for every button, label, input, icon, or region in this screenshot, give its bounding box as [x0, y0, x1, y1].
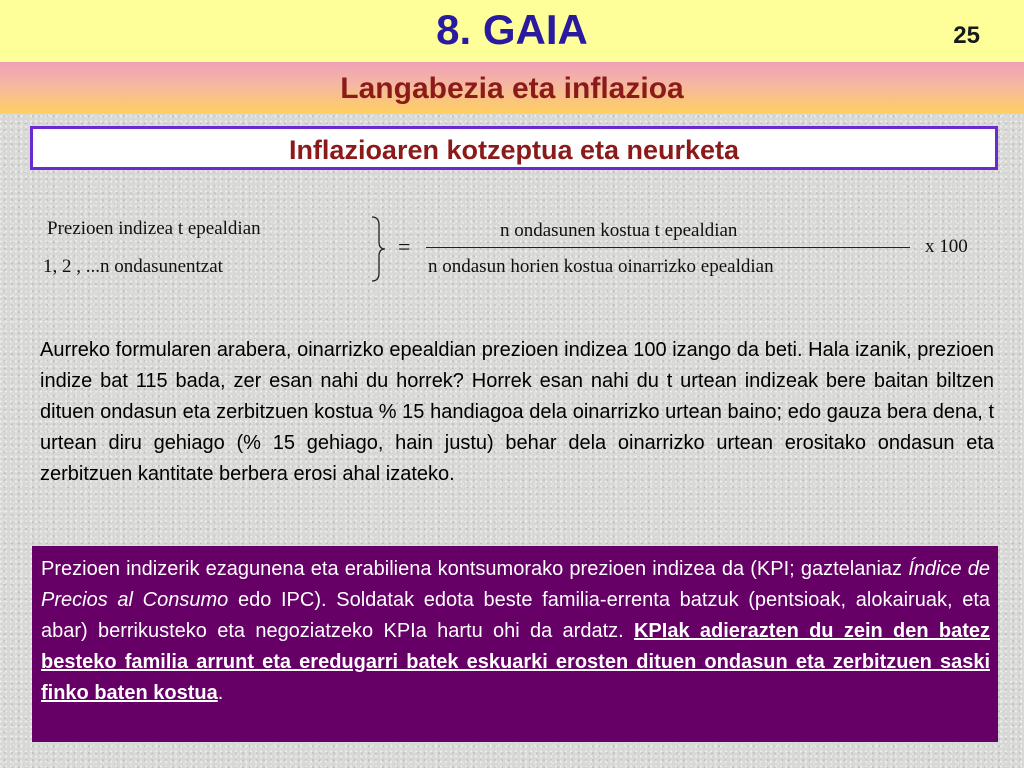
formula-left-line2: 1, 2 , ...n ondasunentzat: [43, 256, 223, 277]
page-title: 8. GAIA: [436, 6, 588, 53]
price-index-formula: [0, 200, 1024, 290]
kpi-definition-emphasis: KPIak adierazten du zein den batez besteko familia arrunt eta eredugarri batek eskuarki erosten dituen ondasun eta zerbitzuen saski finko baten kostua: [41, 620, 990, 704]
kpi-text: [41, 554, 990, 709]
formula-multiplier: x 100: [925, 236, 968, 257]
right-brace-icon: [370, 216, 386, 282]
subtitle-bar: [0, 62, 1024, 114]
section-title-box: [30, 126, 998, 170]
formula-denominator: n ondasun horien kostua oinarrizko epealdian: [428, 256, 774, 277]
page-subtitle: Langabezia eta inflazioa: [340, 72, 684, 105]
formula-left-line1: Prezioen indizea t epealdian: [47, 218, 261, 239]
kpi-text-intro: Prezioen indizerik ezagunena eta erabiliena kontsumorako prezioen indizea da (KPI; gaztelaniaz: [41, 558, 909, 580]
kpi-highlight-box: [32, 546, 998, 742]
explanation-paragraph: Aurreko formularen arabera, oinarrizko epealdian prezioen indizea 100 izango da beti. Hala izanik, prezioen indize bat 115 bada, zer esan nahi du horrek? Horrek esan nahi du t urtean indizeak bere baitan biltzen dituen ondasun eta zerbitzuen kostua % 15 handiagoa dela oinarrizko urtean baino; edo gauza bera dena, t urtean diru gehiago (% 15 gehiago, hain justu) behar dela oinarrizko urtean erositako ondasun eta zerbitzuen kantitate berbera erosi ahal izateko.: [40, 339, 994, 485]
header-bar: [0, 0, 1024, 62]
kpi-text-end: .: [217, 682, 224, 704]
kpi-spanish-name: Índice de Precios al Consumo: [41, 558, 990, 611]
formula-equals: =: [398, 234, 411, 259]
page-number: 25: [953, 22, 980, 49]
fraction-line: [426, 247, 910, 248]
kpi-text-middle: edo IPC). Soldatak edota beste familia-errenta batzuk (pentsioak, alokairuak, eta abar) berrikusteko eta negoziatzeko KPIa hartu ohi da ardatz.: [41, 589, 991, 642]
formula-numerator: n ondasunen kostua t epealdian: [500, 220, 738, 241]
section-title: Inflazioaren kotzeptua eta neurketa: [288, 135, 740, 165]
